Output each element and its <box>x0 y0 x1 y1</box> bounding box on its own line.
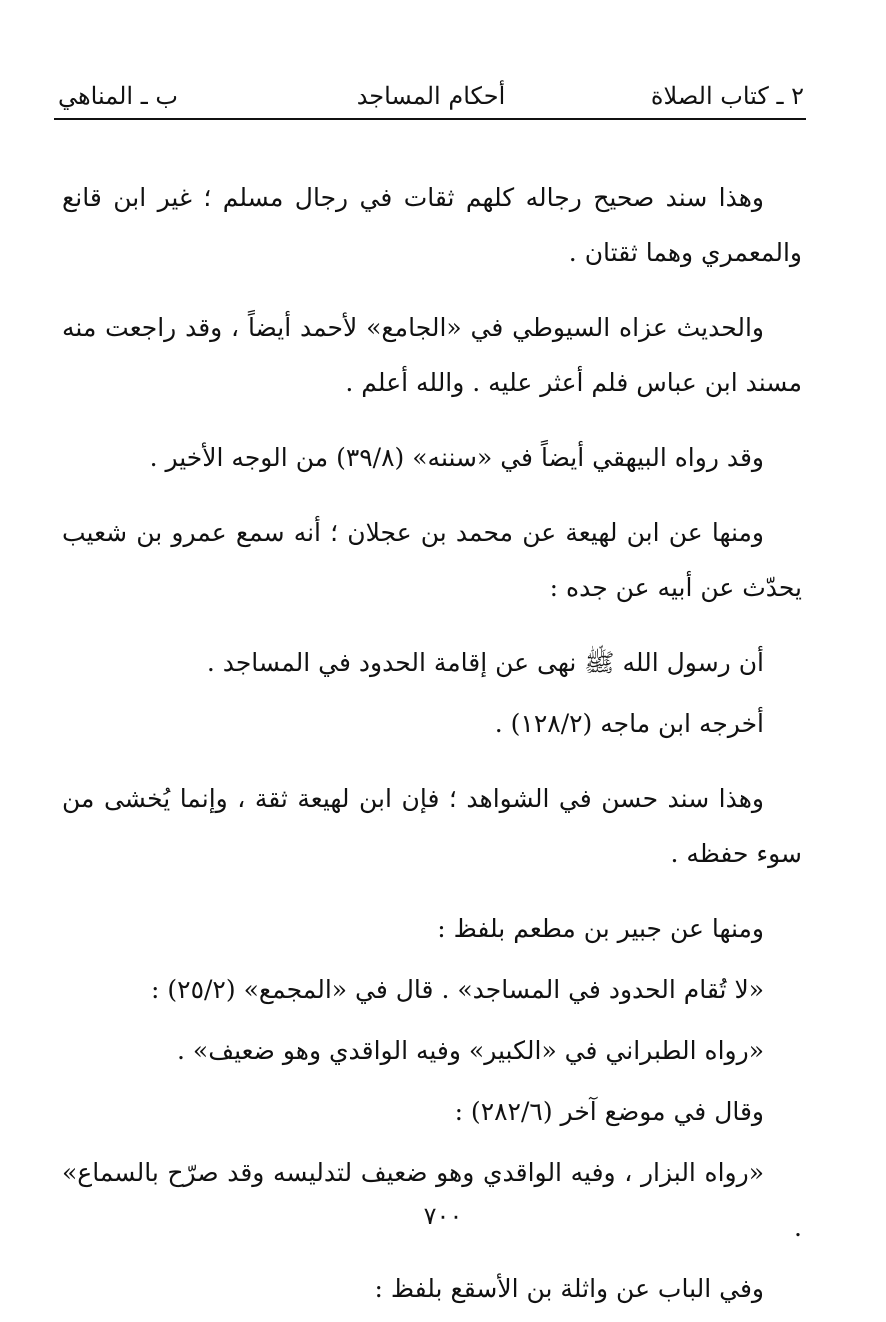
paragraph: وقد رواه البيهقي أيضاً في «سننه» (٣٩/٨) من الوجه الأخير . <box>149 443 764 472</box>
paragraph: «رواه الطبراني في «الكبير» وفيه الواقدي وهو ضعيف» . <box>177 1036 764 1065</box>
section-title: أحكام المساجد <box>356 82 506 110</box>
paragraph: أخرجه ابن ماجه (١٢٨/٢) . <box>494 709 764 738</box>
paragraph: والحديث عزاه السيوطي في «الجامع» لأحمد أيضاً ، وقد راجعت منه مسند ابن عباس فلم أعثر عليه . والله أعلم . <box>62 313 802 397</box>
page-number: ٧٠٠ <box>423 1202 463 1230</box>
paragraph: «لا تُقام الحدود في المساجد» . قال في «المجمع» (٢٥/٢) : <box>151 975 764 1004</box>
paragraph: وفي الباب عن واثلة بن الأسقع بلفظ : <box>374 1274 764 1303</box>
paragraph: ومنها عن ابن لهيعة عن محمد بن عجلان ؛ أنه سمع عمرو بن شعيب يحدّث عن أبيه عن جده : <box>62 518 802 602</box>
body-text <box>62 170 802 1322</box>
subsection-title: ب ـ المناهي <box>58 82 178 110</box>
paragraph: وقال في موضع آخر (٢٨٢/٦) : <box>454 1097 764 1126</box>
running-head <box>58 76 804 116</box>
paragraph: ومنها عن جبير بن مطعم بلفظ : <box>437 914 764 943</box>
paragraph: «رواه البزار ، وفيه الواقدي وهو ضعيف لتدليسه وقد صرّح بالسماع» . <box>62 1158 802 1242</box>
paragraph: أن رسول الله ﷺ نهى عن إقامة الحدود في المساجد . <box>206 648 764 677</box>
chapter-title: ٢ ـ كتاب الصلاة <box>650 82 804 110</box>
header-rule <box>54 118 806 120</box>
paragraph: وهذا سند حسن في الشواهد ؛ فإن ابن لهيعة ثقة ، وإنما يُخشى من سوء حفظه . <box>62 784 802 868</box>
paragraph: وهذا سند صحيح رجاله كلهم ثقات في رجال مسلم ؛ غير ابن قانع والمعمري وهما ثقتان . <box>62 183 802 267</box>
